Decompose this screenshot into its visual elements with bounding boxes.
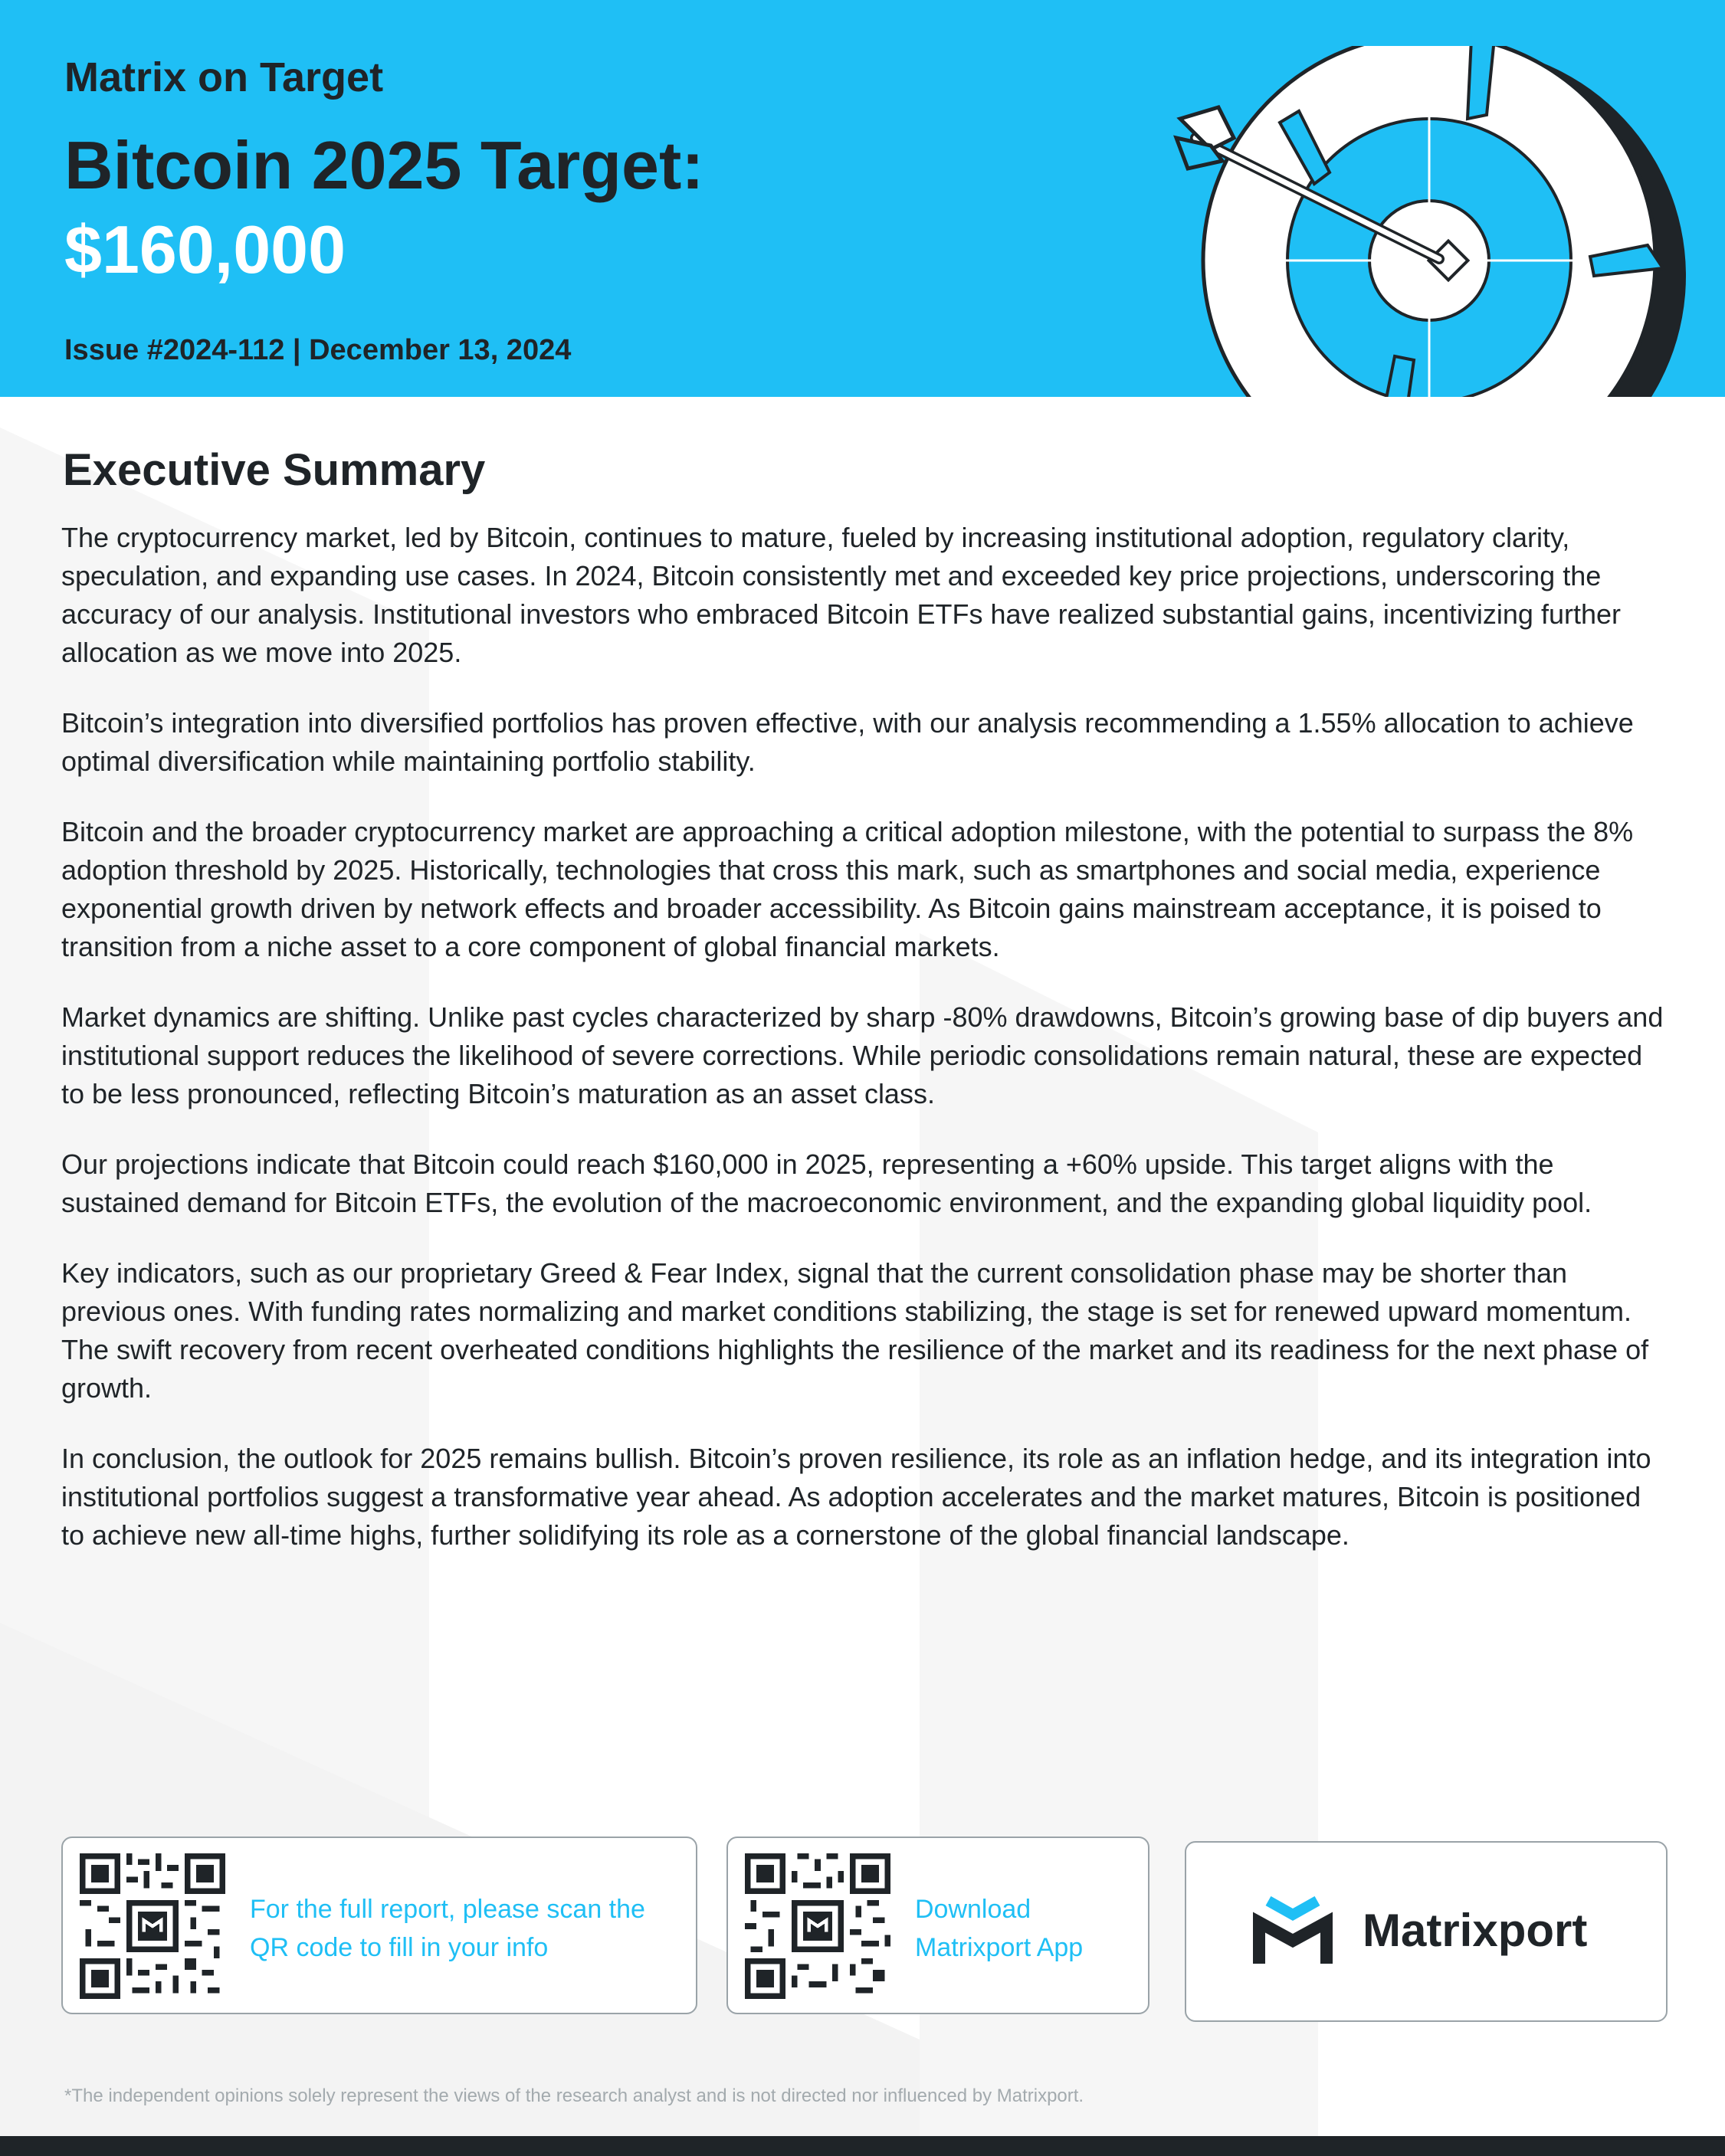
summary-paragraph: Market dynamics are shifting. Unlike past cycles characterized by sharp -80% drawdowns, Bitcoin’s growing base of dip buyers and institutional support reduces the likelihood of severe corrections. While periodic consolidations remain natural, these are expected to be less pronounced, reflecting Bitcoin’s maturation as an asset class.: [61, 1001, 1664, 1109]
full-report-text: [250, 1890, 645, 1967]
report-line-2: QR code to fill in your info: [250, 1933, 549, 1962]
summary-paragraph: Our projections indicate that Bitcoin could reach $160,000 in 2025, representing a +60% upside. This target aligns with the sustained demand for Bitcoin ETFs, the evolution of the macroeconomic environment, and the expanding global liquidity pool.: [61, 1148, 1592, 1218]
full-report-card[interactable]: [61, 1837, 697, 2014]
matrixport-logo-icon: [1251, 1896, 1334, 1965]
target-illustration-icon: [1165, 46, 1717, 397]
series-title: Matrix on Target: [64, 54, 384, 100]
summary-paragraph: The cryptocurrency market, led by Bitcoin, continues to mature, fueled by increasing institutional adoption, regulatory clarity, speculation, and expanding use cases. In 2024, Bitcoin consistently met and exceeded key price projections, underscoring the accuracy of our analysis. Institutional investors who embraced Bitcoin ETFs have realized substantial gains, incentivizing further allocation as we move into 2025.: [61, 522, 1621, 668]
header-banner: [0, 0, 1725, 397]
disclaimer-text: *The independent opinions solely represent the views of the research analyst and is not directed nor influenced by Matrixport.: [64, 2086, 1084, 2106]
download-app-text: [915, 1890, 1083, 1967]
executive-summary: [61, 444, 1671, 1587]
qr-code-icon[interactable]: [80, 1853, 225, 1999]
footer-bar: [0, 2136, 1725, 2156]
brand-name: Matrixport: [1363, 1905, 1588, 1956]
qr-code-icon[interactable]: [745, 1853, 890, 1999]
summary-paragraph: Key indicators, such as our proprietary Greed & Fear Index, signal that the current consolidation phase may be shorter than previous ones. With funding rates normalizing and market conditions stabilizing, the stage is set for renewed upward momentum. The swift recovery from recent overheated conditions highlights the resilience of the market and its readiness for the next phase of growth.: [61, 1257, 1649, 1404]
app-line-1: Download: [915, 1895, 1031, 1924]
issue-date: Issue #2024-112 | December 13, 2024: [64, 334, 572, 366]
summary-paragraph: Bitcoin’s integration into diversified portfolios has proven effective, with our analysis recommending a 1.55% allocation to achieve optimal diversification while maintaining portfolio stability.: [61, 707, 1634, 777]
brand-logo-card: [1185, 1841, 1668, 2022]
app-line-2: Matrixport App: [915, 1933, 1084, 1962]
summary-paragraph: In conclusion, the outlook for 2025 remains bullish. Bitcoin’s proven resilience, its role as an inflation hedge, and its integration into institutional portfolios suggest a transformative year ahead. As adoption accelerates and the market matures, Bitcoin is positioned to achieve new all-time highs, further solidifying its role as a cornerstone of the global financial landscape.: [61, 1443, 1651, 1551]
price-target: $160,000: [64, 211, 346, 287]
download-app-card[interactable]: [726, 1837, 1149, 2014]
report-title: Bitcoin 2025 Target:: [64, 127, 704, 203]
summary-paragraph: Bitcoin and the broader cryptocurrency market are approaching a critical adoption milestone, with the potential to surpass the 8% adoption threshold by 2025. Historically, technologies that cross this mark, such as smartphones and social media, experience exponential growth driven by network effects and broader accessibility. As Bitcoin gains mainstream acceptance, it is poised to transition from a niche asset to a core component of global financial markets.: [61, 816, 1634, 962]
section-heading: Executive Summary: [63, 445, 486, 495]
report-line-1: For the full report, please scan the: [250, 1895, 645, 1924]
